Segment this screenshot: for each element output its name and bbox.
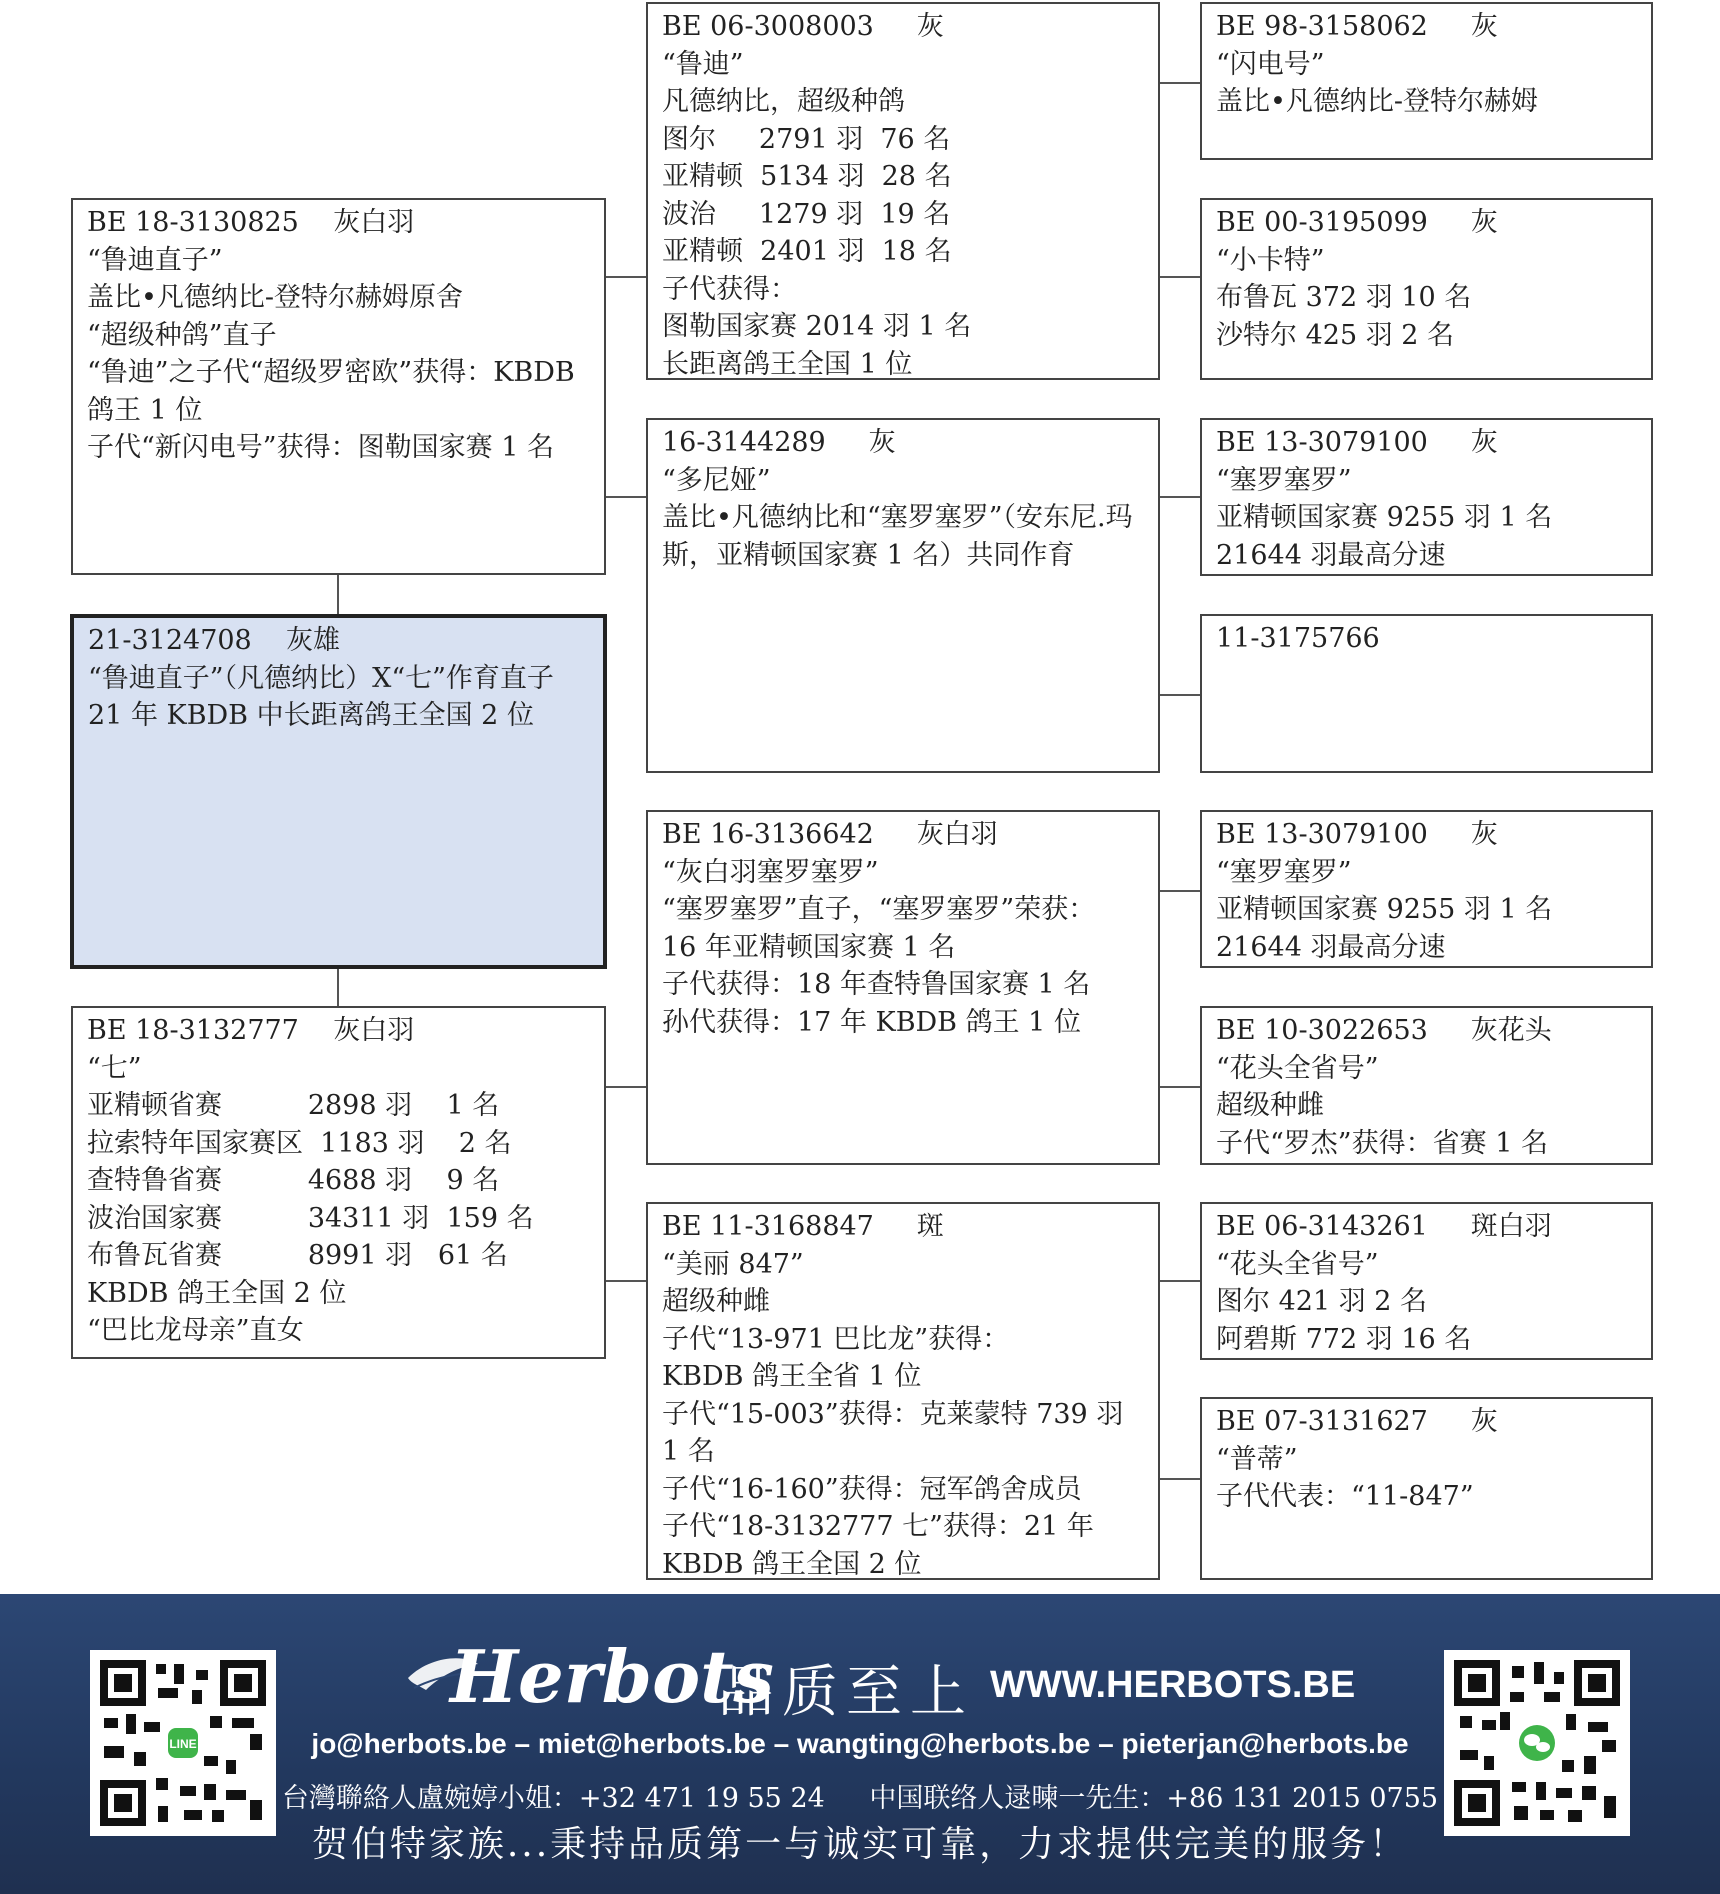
card-line: BE 10-3022653 灰花头	[1216, 1015, 1552, 1046]
card-line: BE 07-3131627 灰	[1216, 1406, 1498, 1437]
card-line: BE 18-3130825 灰白羽	[87, 207, 415, 238]
connector	[1159, 496, 1201, 498]
card-line: 图尔 421 羽 2 名	[1216, 1286, 1428, 1317]
card-line: “巴比龙母亲”直女	[87, 1315, 304, 1346]
card-line: 盖比•凡德纳比-登特尔赫姆原舍	[87, 282, 464, 313]
qr-code-icon	[1454, 1660, 1620, 1826]
card-line: “鲁迪直子”（凡德纳比）X“七”作育直子	[88, 662, 554, 694]
card-line: BE 06-3143261 斑白羽	[1216, 1211, 1552, 1242]
card-line: 子代“18-3132777 七”获得：21 年 KBDB 鸽王全国 2 位	[662, 1511, 1103, 1580]
card-line: 子代“新闪电号”获得：图勒国家赛 1 名	[87, 432, 554, 463]
svg-text:LINE: LINE	[169, 1737, 197, 1751]
card-line: 图勒国家赛 2014 羽 1 名	[662, 311, 972, 342]
card-line: 波治 1279 羽 19 名	[662, 198, 951, 230]
card-line: “塞罗塞罗”	[1216, 856, 1352, 888]
card-line: BE 18-3132777 灰白羽	[87, 1015, 415, 1046]
card-line: BE 16-3136642 灰白羽	[662, 819, 998, 850]
card-line: 亚精顿国家赛 9255 羽 1 名	[1216, 894, 1553, 925]
card-line: 亚精顿 2401 羽 18 名	[662, 236, 952, 267]
card-line: “小卡特”	[1216, 244, 1325, 276]
connector	[604, 1086, 646, 1088]
card-line: BE 13-3079100 灰	[1216, 427, 1498, 458]
card-line: 21 年 KBDB 中长距离鸽王全国 2 位	[88, 700, 534, 731]
pedigree-subject-card	[70, 614, 607, 969]
pedigree-ggp-card-4	[1200, 614, 1653, 773]
card-line: 子代“16-160”获得：冠军鸽舍成员	[662, 1473, 1082, 1505]
card-line: 波治国家赛 34311 羽 159 名	[87, 1202, 534, 1234]
contact-china: 中国联络人逯暕一先生：+86 131 2015 0755	[869, 1783, 1439, 1814]
pedigree-ggp-card-7	[1200, 1202, 1653, 1360]
card-line: “多尼娅”	[662, 464, 771, 496]
card-line: 超级种雌	[1216, 1090, 1324, 1121]
card-line: 沙特尔 425 羽 2 名	[1216, 319, 1455, 351]
card-line: “鲁迪直子”	[87, 244, 223, 276]
pedigree-dam-dam-card	[646, 1202, 1160, 1580]
card-line: “七”	[87, 1052, 142, 1084]
connector	[1159, 276, 1201, 278]
pedigree-ggp-card-3	[1200, 418, 1653, 576]
connector	[604, 1280, 646, 1282]
card-line: 亚精顿省赛 2898 羽 1 名	[87, 1090, 500, 1121]
card-line: “塞罗塞罗”直子，“塞罗塞罗”荣获：	[662, 894, 1096, 925]
card-line: KBDB 鸽王全国 2 位	[87, 1277, 347, 1309]
card-line: 21644 羽最高分速	[1216, 931, 1446, 963]
card-line: 21644 羽最高分速	[1216, 539, 1446, 571]
card-line: 亚精顿 5134 羽 28 名	[662, 161, 952, 192]
connector	[1159, 694, 1201, 696]
connector	[1159, 82, 1201, 84]
card-line: 盖比•凡德纳比和“塞罗塞罗”（安东尼.玛斯，亚精顿国家赛 1 名）共同作育	[662, 502, 1133, 571]
card-line: 布鲁瓦 372 羽 10 名	[1216, 282, 1472, 313]
pedigree-ggp-card-6	[1200, 1006, 1653, 1165]
connector	[337, 574, 339, 616]
card-line: “超级种鸽”直子	[87, 319, 277, 351]
card-line: 查特鲁省赛 4688 羽 9 名	[87, 1165, 500, 1196]
card-line: 拉索特年国家赛区 1183 羽 2 名	[87, 1127, 512, 1159]
card-line: 11-3175766	[1216, 623, 1380, 654]
card-line: 子代“13-971 巴比龙”获得：	[662, 1323, 1010, 1355]
card-line: 21-3124708 灰雄	[88, 625, 341, 656]
connector	[337, 966, 339, 1008]
website-link[interactable]: WWW.HERBOTS.BE	[990, 1664, 1356, 1706]
connector	[604, 496, 646, 498]
email-list[interactable]: jo@herbots.be – miet@herbots.be – wangting@herbots.be – pieterjan@herbots.be	[311, 1728, 1409, 1759]
card-line: 孙代获得：17 年 KBDB 鸽王 1 位	[662, 1006, 1081, 1038]
card-line: 图尔 2791 羽 76 名	[662, 123, 951, 155]
card-line: 子代“15-003”获得：克莱蒙特 739 羽 1 名	[662, 1398, 1132, 1467]
connector	[1159, 1280, 1201, 1282]
connector	[604, 276, 646, 278]
card-line: “普蒂”	[1216, 1443, 1298, 1475]
card-line: 凡德纳比，超级种鸽	[662, 86, 905, 117]
pedigree-ggp-card-2	[1200, 198, 1653, 380]
card-line: BE 11-3168847 斑	[662, 1211, 944, 1242]
pedigree-ggp-card-5	[1200, 810, 1653, 968]
pedigree-ggp-card-1	[1200, 2, 1653, 160]
card-line: 子代获得：	[662, 273, 797, 305]
pedigree-dam-sire-card	[646, 810, 1160, 1165]
brand-row	[400, 1634, 1356, 1725]
pedigree-dam-card	[71, 1006, 606, 1359]
slogan-text: 品质至上	[718, 1660, 974, 1725]
wechat-qr-code[interactable]	[1444, 1650, 1630, 1836]
card-line: “美丽 847”	[662, 1248, 804, 1280]
card-line: “鲁迪”	[662, 48, 744, 80]
brand-name: Herbots	[450, 1634, 774, 1719]
card-line: 16-3144289 灰	[662, 427, 896, 458]
card-line: 盖比•凡德纳比-登特尔赫姆	[1216, 86, 1539, 117]
pedigree-sire-dam-card	[646, 418, 1160, 773]
card-line: 布鲁瓦省赛 8991 羽 61 名	[87, 1240, 508, 1271]
motto-text: 贺伯特家族...秉持品质第一与诚实可靠，力求提供完美的服务！	[311, 1824, 1409, 1865]
card-line: BE 06-3008003 灰	[662, 11, 944, 42]
card-line: “灰白羽塞罗塞罗”	[662, 856, 879, 888]
card-line: 亚精顿国家赛 9255 羽 1 名	[1216, 502, 1553, 533]
card-line: BE 98-3158062 灰	[1216, 11, 1498, 42]
card-line: “花头全省号”	[1216, 1248, 1379, 1280]
card-line: 阿碧斯 772 羽 16 名	[1216, 1323, 1472, 1355]
card-line: BE 13-3079100 灰	[1216, 819, 1498, 850]
card-line: 16 年亚精顿国家赛 1 名	[662, 931, 956, 963]
card-line: “鲁迪”之子代“超级罗密欧”获得：KBDB 鸽王 1 位	[87, 357, 584, 426]
card-line: “塞罗塞罗”	[1216, 464, 1352, 496]
pedigree-sire-card	[71, 198, 606, 575]
connector	[1159, 890, 1201, 892]
contact-taiwan: 台灣聯絡人盧婉婷小姐：+32 471 19 55 24	[281, 1783, 825, 1814]
card-line: “闪电号”	[1216, 48, 1325, 80]
herbots-logo	[400, 1634, 774, 1724]
pedigree-sire-sire-card	[646, 2, 1160, 380]
card-line: 超级种雌	[662, 1286, 770, 1317]
connector	[1159, 1478, 1201, 1480]
card-line: 子代代表：“11-847”	[1216, 1481, 1474, 1512]
card-line: 子代“罗杰”获得：省赛 1 名	[1216, 1127, 1548, 1159]
card-line: KBDB 鸽王全省 1 位	[662, 1361, 922, 1392]
card-line: “花头全省号”	[1216, 1052, 1379, 1084]
footer-banner	[0, 1594, 1720, 1894]
pedigree-ggp-card-8	[1200, 1397, 1653, 1580]
card-line: BE 00-3195099 灰	[1216, 207, 1498, 238]
card-line: 长距离鸽王全国 1 位	[662, 348, 913, 380]
connector	[1159, 1086, 1201, 1088]
card-line: 子代获得：18 年查特鲁国家赛 1 名	[662, 969, 1091, 1000]
